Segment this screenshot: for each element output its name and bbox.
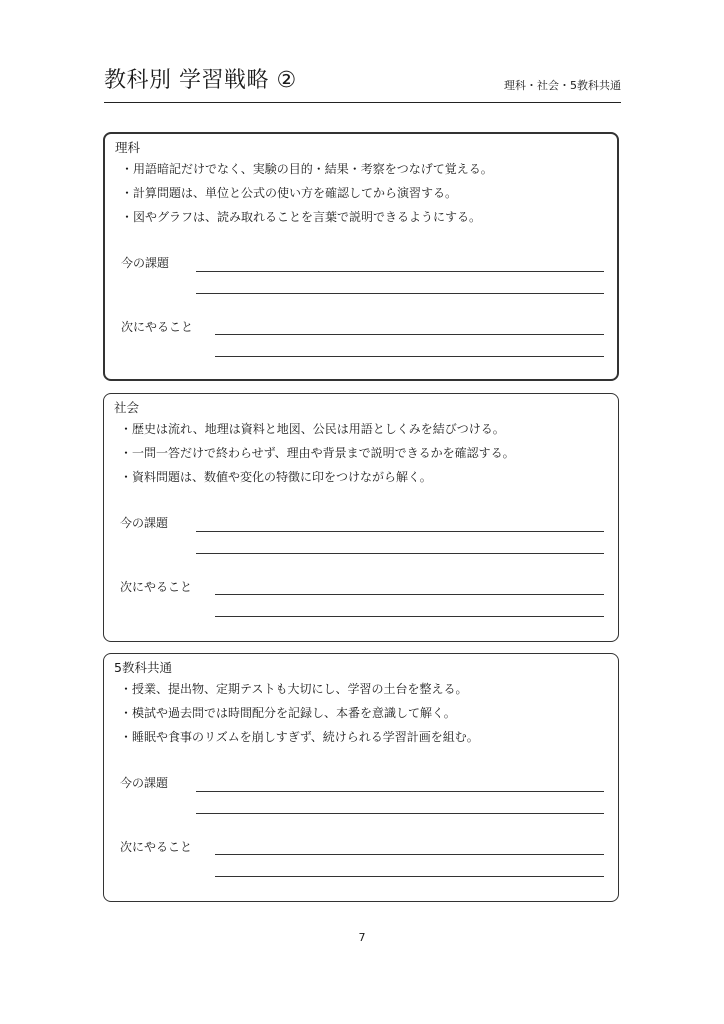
section-five-subjects-common (103, 653, 619, 902)
current-issue-line[interactable] (196, 553, 604, 554)
page-title: 教科別 学習戦略 ② (104, 68, 297, 93)
next-action-label: 次にやること (121, 320, 194, 334)
page-subtitle: 理科・社会・5教科共通 (504, 79, 621, 92)
page-header (104, 60, 621, 103)
section-social-studies (103, 393, 619, 642)
next-action-line[interactable] (215, 876, 604, 877)
current-issue-line[interactable] (196, 813, 604, 814)
next-action-label: 次にやること (120, 580, 193, 594)
current-issue-line[interactable] (196, 531, 604, 532)
section-title: 社会 (114, 400, 140, 415)
current-issue-line[interactable] (196, 293, 604, 294)
next-action-line[interactable] (215, 356, 604, 357)
section-science (103, 132, 619, 381)
bullet-item: ・睡眠や食事のリズムを崩しすぎず、続けられる学習計画を組む。 (120, 730, 479, 744)
bullet-item: ・一問一答だけで終わらせず、理由や背景まで説明できるかを確認する。 (120, 446, 515, 460)
page-number: 7 (358, 931, 366, 944)
next-action-label: 次にやること (120, 840, 193, 854)
current-issue-line[interactable] (196, 791, 604, 792)
section-title: 理科 (115, 140, 141, 155)
bullet-item: ・計算問題は、単位と公式の使い方を確認してから演習する。 (121, 186, 458, 200)
current-issue-line[interactable] (196, 271, 604, 272)
section-title: 5教科共通 (114, 660, 172, 675)
bullet-item: ・模試や過去問では時間配分を記録し、本番を意識して解く。 (120, 706, 456, 720)
bullet-item: ・資料問題は、数値や変化の特徴に印をつけながら解く。 (120, 470, 432, 484)
bullet-item: ・歴史は流れ、地理は資料と地図、公民は用語としくみを結びつける。 (120, 422, 505, 436)
current-issue-label: 今の課題 (121, 256, 170, 270)
current-issue-label: 今の課題 (120, 516, 169, 530)
next-action-line[interactable] (215, 616, 604, 617)
current-issue-label: 今の課題 (120, 776, 169, 790)
bullet-item: ・授業、提出物、定期テストも大切にし、学習の土台を整える。 (120, 682, 468, 696)
next-action-line[interactable] (215, 594, 604, 595)
bullet-item: ・用語暗記だけでなく、実験の目的・結果・考察をつなげて覚える。 (121, 162, 493, 176)
bullet-item: ・図やグラフは、読み取れることを言葉で説明できるようにする。 (121, 210, 482, 224)
next-action-line[interactable] (215, 334, 604, 335)
next-action-line[interactable] (215, 854, 604, 855)
